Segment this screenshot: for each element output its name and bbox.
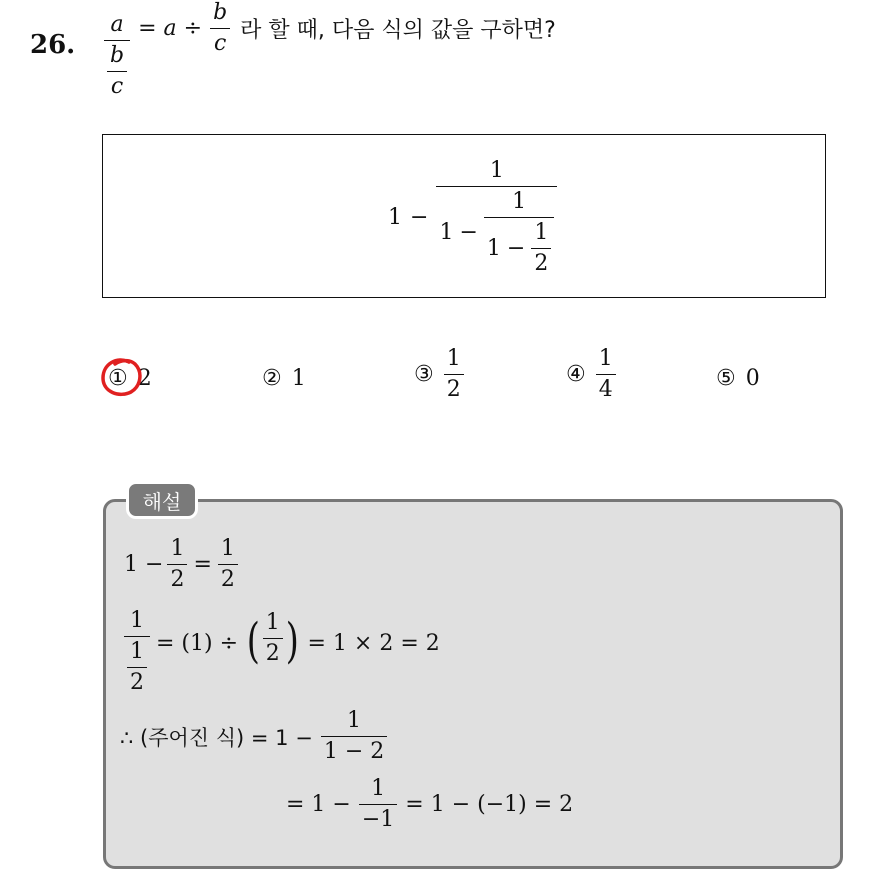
expr-one: 1 — [388, 205, 402, 230]
sol1-result-num: 1 — [220, 536, 235, 561]
solution-line-1 — [124, 538, 238, 591]
sol2-bot: 2 — [130, 670, 144, 695]
solution-line-4 — [286, 778, 573, 831]
question-prompt: 라 할 때, 다음 식의 값을 구하면? — [240, 17, 556, 43]
expr-inner-one: 1 — [439, 220, 454, 245]
choice-5-number: ⑤ — [716, 366, 736, 391]
sol4-den: −1 — [361, 807, 395, 832]
choice-4-num: 1 — [598, 346, 613, 371]
sol1-eq: = — [193, 552, 212, 577]
choice-2-number: ② — [262, 366, 282, 391]
sol2-nested-fraction — [124, 610, 150, 694]
sol3-num: 1 — [347, 708, 362, 733]
answer-circle-mark — [99, 356, 145, 400]
definition-rhs-den: c — [213, 30, 227, 56]
expr-innermost-minus: − — [506, 235, 526, 261]
choice-5[interactable] — [716, 366, 760, 391]
definition-b: b — [110, 43, 125, 68]
sol4-lead: = 1 − — [286, 792, 351, 817]
expr-inner — [436, 187, 557, 275]
expr-half — [531, 222, 551, 275]
sol4-fraction — [359, 778, 397, 831]
sol2-eq1: = (1) ÷ — [156, 631, 239, 656]
expr-minus: − — [410, 205, 429, 230]
definition-equals: = a ÷ — [138, 15, 203, 41]
solution-tag: 해설 — [126, 481, 198, 519]
expr-half-den: 2 — [534, 251, 549, 276]
expr-inner-minus: − — [459, 220, 478, 245]
definition-lhs-fraction — [104, 14, 130, 98]
solution-line-2: $\frac{1}{\frac{1}{2}}$ = (1) ÷ ( $\frac{1}{2}$ ) = 1 × 2 = 2 — [124, 610, 440, 694]
expr-outer-num: 1 — [489, 158, 504, 183]
expr-innermost-one: 1 — [486, 235, 501, 261]
sol2-top: 1 — [130, 608, 144, 633]
definition-rhs-num: b — [213, 0, 228, 25]
choice-3-den: 2 — [446, 377, 461, 402]
sol2-paren-num: 1 — [265, 610, 280, 635]
sol1-fraction — [167, 538, 187, 591]
expr-half-num: 1 — [534, 220, 549, 245]
choice-4[interactable] — [566, 348, 616, 401]
sol4-num: 1 — [371, 776, 386, 801]
sol2-mid: 1 — [130, 639, 144, 664]
choice-3[interactable] — [414, 348, 464, 401]
choice-4-fraction — [596, 348, 616, 401]
choice-2[interactable] — [262, 366, 306, 391]
choice-3-num: 1 — [446, 346, 461, 371]
expr-outer-fraction — [436, 160, 557, 275]
choice-4-den: 4 — [598, 377, 613, 402]
sol1-result-den: 2 — [220, 567, 235, 592]
definition-a: a — [110, 12, 124, 37]
question-number: 26. — [30, 30, 76, 60]
choice-1-number: ① — [108, 366, 128, 391]
choice-4-number: ④ — [566, 362, 586, 387]
expr-inner-num: 1 — [512, 189, 527, 214]
choice-3-number: ③ — [414, 362, 434, 387]
sol1-den: 2 — [170, 567, 185, 592]
definition-c: c — [110, 74, 124, 99]
sol3-den: 1 − 2 — [323, 739, 385, 764]
choice-5-value: 0 — [745, 366, 760, 391]
continued-fraction — [388, 160, 557, 275]
choice-1-value: 2 — [137, 366, 152, 391]
question-stem — [104, 0, 556, 99]
sol2-paren-fraction — [263, 612, 283, 665]
definition-rhs-fraction — [210, 2, 230, 55]
sol1-num: 1 — [170, 536, 185, 561]
solution-line-3 — [120, 710, 387, 763]
expr-innermost — [484, 218, 554, 275]
sol1-lhs: 1 − — [124, 552, 164, 577]
sol2-paren-den: 2 — [265, 641, 280, 666]
choice-3-fraction — [444, 348, 464, 401]
sol2-rest: = 1 × 2 = 2 — [307, 631, 440, 656]
sol3-fraction — [321, 710, 387, 763]
sol1-result-fraction — [218, 538, 238, 591]
sol4-rest: = 1 − (−1) = 2 — [405, 792, 574, 817]
expr-inner-fraction — [484, 191, 554, 275]
sol3-lead: ∴ (주어진 식) = 1 − — [120, 725, 313, 750]
choice-2-value: 1 — [291, 366, 306, 391]
